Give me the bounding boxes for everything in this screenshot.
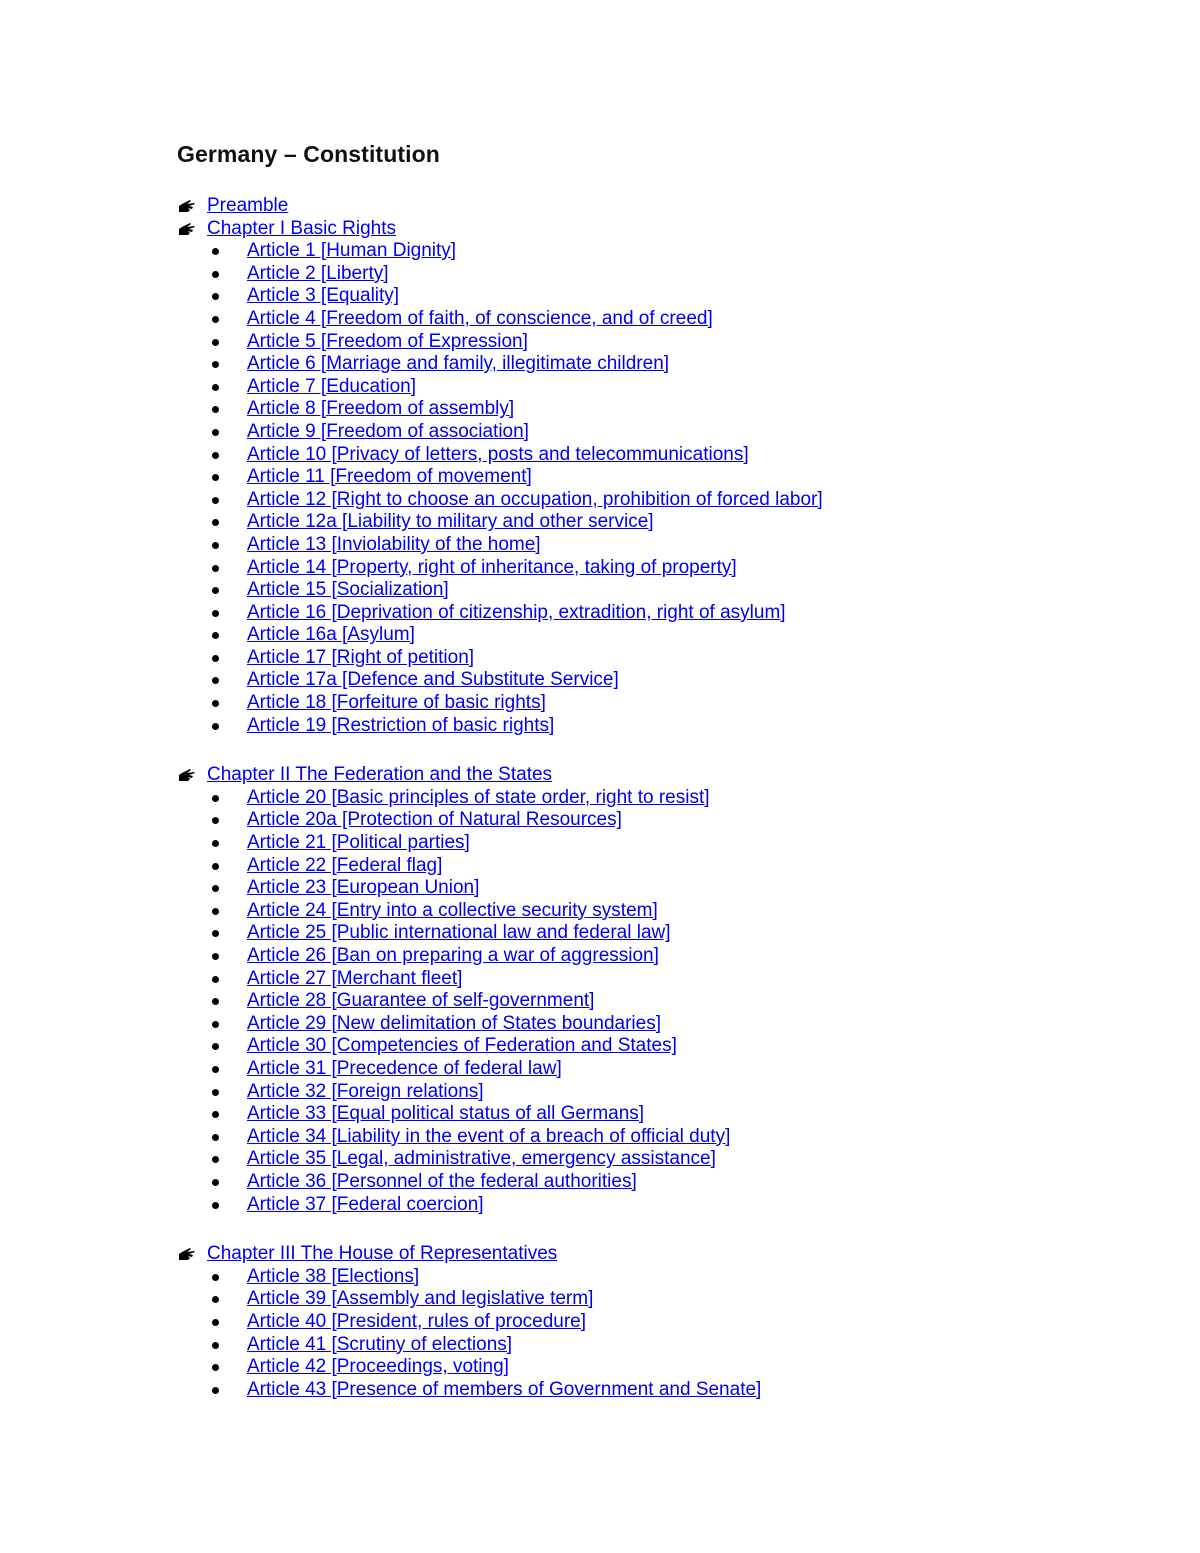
- article-link[interactable]: Article 3 [Equality]: [247, 285, 400, 307]
- list-item: [0, 444, 1200, 467]
- bullet-icon: [212, 542, 219, 549]
- bullet-icon: [212, 1066, 219, 1073]
- bullet-icon: [212, 1021, 219, 1028]
- bullet-icon: [212, 610, 219, 617]
- bullet-icon: [212, 474, 219, 481]
- bullet-icon: [212, 406, 219, 413]
- bullet-icon: [212, 248, 219, 255]
- list-item: [0, 900, 1200, 923]
- bullet-icon: [212, 1296, 219, 1303]
- article-link[interactable]: Article 40 [President, rules of procedure]: [247, 1310, 587, 1332]
- bullet-icon: [212, 271, 219, 278]
- chapter-row: [0, 218, 1200, 241]
- chapter-link[interactable]: Chapter III The House of Representatives: [207, 1243, 558, 1265]
- bullet-icon: [212, 361, 219, 368]
- list-item: [0, 557, 1200, 580]
- bullet-icon: [212, 1387, 219, 1394]
- article-link[interactable]: Article 11 [Freedom of movement]: [247, 466, 532, 488]
- article-link[interactable]: Article 32 [Foreign relations]: [247, 1080, 484, 1102]
- chapter-link[interactable]: Chapter I Basic Rights: [207, 217, 397, 239]
- article-link[interactable]: Article 17a [Defence and Substitute Service]: [247, 669, 619, 691]
- article-link[interactable]: Article 25 [Public international law and federal law]: [247, 922, 671, 944]
- pointing-hand-icon: [178, 199, 196, 213]
- bullet-icon: [212, 587, 219, 594]
- page-title: Germany – Constitution: [177, 141, 440, 167]
- bullet-icon: [212, 1319, 219, 1326]
- article-link[interactable]: Article 29 [New delimitation of States boundaries]: [247, 1012, 661, 1034]
- list-item: [0, 1266, 1200, 1289]
- article-link[interactable]: Article 26 [Ban on preparing a war of aggression]: [247, 945, 659, 966]
- list-item: [0, 1334, 1200, 1357]
- list-item: [0, 579, 1200, 602]
- bullet-icon: [212, 384, 219, 391]
- bullet-icon: [212, 655, 219, 662]
- list-item: [0, 1126, 1200, 1149]
- list-item: [0, 421, 1200, 444]
- article-link[interactable]: Article 14 [Property, right of inheritance, taking of property]: [247, 556, 737, 578]
- bullet-icon: [212, 998, 219, 1005]
- preamble-block: [0, 195, 1200, 737]
- list-item: [0, 855, 1200, 878]
- article-link[interactable]: Article 35 [Legal, administrative, emergency assistance]: [247, 1148, 716, 1170]
- preamble-row: [0, 195, 1200, 218]
- list-item: [0, 534, 1200, 557]
- article-link[interactable]: Article 18 [Forfeiture of basic rights]: [247, 692, 546, 714]
- bullet-icon: [212, 953, 219, 960]
- article-link[interactable]: Article 20 [Basic principles of state order, right to resist]: [247, 786, 710, 808]
- article-link[interactable]: Article 4 [Freedom of faith, of conscience, and of creed]: [247, 307, 713, 329]
- article-link[interactable]: Article 24 [Entry into a collective security system]: [247, 899, 658, 921]
- list-item: [0, 331, 1200, 354]
- chapter-block: [0, 1243, 1200, 1401]
- bullet-icon: [212, 1134, 219, 1141]
- bullet-icon: [212, 316, 219, 323]
- chapter-row: [0, 1243, 1200, 1266]
- article-link[interactable]: Article 38 [Elections]: [247, 1265, 420, 1287]
- bullet-icon: [212, 1274, 219, 1281]
- bullet-icon: [212, 1342, 219, 1349]
- bullet-icon: [212, 452, 219, 459]
- pointing-hand-icon: [178, 222, 196, 236]
- article-link[interactable]: Article 20a [Protection of Natural Resources]: [247, 809, 622, 831]
- bullet-icon: [212, 429, 219, 436]
- list-item: [0, 1194, 1200, 1217]
- list-item: [0, 1356, 1200, 1379]
- list-item: [0, 647, 1200, 670]
- list-item: [0, 1148, 1200, 1171]
- article-link[interactable]: Article 30 [Competencies of Federation and States]: [247, 1035, 677, 1057]
- list-item: [0, 1311, 1200, 1334]
- list-item: [0, 1013, 1200, 1036]
- bullet-icon: [212, 497, 219, 504]
- bullet-icon: [212, 339, 219, 346]
- list-item: [0, 1058, 1200, 1081]
- article-link[interactable]: Article 43 [Presence of members of Government and Senate]: [247, 1378, 762, 1400]
- article-link[interactable]: Article 16 [Deprivation of citizenship, extradition, right of asylum]: [247, 601, 786, 623]
- list-item: [0, 1035, 1200, 1058]
- bullet-icon: [212, 519, 219, 526]
- article-link[interactable]: Article 22 [Federal flag]: [247, 854, 443, 876]
- list-item: [0, 922, 1200, 945]
- list-item: [0, 669, 1200, 692]
- list-item: [0, 285, 1200, 308]
- chapter-row: [0, 764, 1200, 787]
- article-link[interactable]: Article 34 [Liability in the event of a breach of official duty]: [247, 1125, 731, 1147]
- bullet-icon: [212, 1089, 219, 1096]
- article-link[interactable]: Article 12 [Right to choose an occupation, prohibition of forced labor]: [247, 488, 823, 510]
- article-link[interactable]: Article 12a [Liability to military and other service]: [247, 511, 654, 533]
- list-item: [0, 353, 1200, 376]
- article-link[interactable]: Article 39 [Assembly and legislative term]: [247, 1288, 594, 1310]
- article-link[interactable]: Article 9 [Freedom of association]: [247, 420, 529, 442]
- list-item: [0, 832, 1200, 855]
- article-link[interactable]: Article 8 [Freedom of assembly]: [247, 398, 515, 420]
- article-link[interactable]: Article 23 [European Union]: [247, 877, 480, 899]
- chapter-block: [0, 764, 1200, 1216]
- list-item: [0, 1103, 1200, 1126]
- bullet-icon: [212, 677, 219, 684]
- list-item: [0, 1081, 1200, 1104]
- bullet-icon: [212, 1156, 219, 1163]
- article-link[interactable]: Article 33 [Equal political status of all Germans]: [247, 1103, 645, 1125]
- article-link[interactable]: Article 1 [Human Dignity]: [247, 240, 457, 262]
- list-item: [0, 376, 1200, 399]
- article-link[interactable]: Article 2 [Liberty]: [247, 262, 389, 284]
- bullet-icon: [212, 1111, 219, 1118]
- bullet-icon: [212, 565, 219, 572]
- list-item: [0, 990, 1200, 1013]
- article-link[interactable]: Article 6 [Marriage and family, illegitimate children]: [247, 353, 670, 375]
- chapter-link[interactable]: Chapter II The Federation and the States: [207, 764, 553, 786]
- bullet-icon: [212, 863, 219, 870]
- article-link[interactable]: Article 27 [Merchant fleet]: [247, 967, 463, 989]
- list-item: [0, 624, 1200, 647]
- article-link[interactable]: Article 37 [Federal coercion]: [247, 1193, 484, 1215]
- bullet-icon: [212, 885, 219, 892]
- article-link[interactable]: Article 21 [Political parties]: [247, 832, 470, 854]
- bullet-icon: [212, 1179, 219, 1186]
- list-item: [0, 240, 1200, 263]
- article-link[interactable]: Article 7 [Education]: [247, 375, 416, 397]
- list-item: [0, 945, 1200, 968]
- table-of-contents: [0, 195, 1200, 1401]
- bullet-icon: [212, 293, 219, 300]
- article-link[interactable]: Article 5 [Freedom of Expression]: [247, 330, 528, 352]
- pointing-hand-icon: [178, 1247, 196, 1261]
- list-item: [0, 602, 1200, 625]
- article-link[interactable]: Article 41 [Scrutiny of elections]: [247, 1333, 513, 1355]
- article-link[interactable]: Article 13 [Inviolability of the home]: [247, 533, 541, 555]
- article-link[interactable]: Article 15 [Socialization]: [247, 579, 449, 601]
- list-item: [0, 398, 1200, 421]
- list-item: [0, 715, 1200, 738]
- article-link[interactable]: Article 10 [Privacy of letters, posts and telecommunications]: [247, 443, 749, 465]
- list-item: [0, 787, 1200, 810]
- bullet-icon: [212, 700, 219, 707]
- list-item: [0, 489, 1200, 512]
- bullet-icon: [212, 930, 219, 937]
- list-item: [0, 968, 1200, 991]
- pointing-hand-icon: [178, 768, 196, 782]
- list-item: [0, 466, 1200, 489]
- article-link[interactable]: Article 16a [Asylum]: [247, 624, 415, 646]
- article-link[interactable]: Article 31 [Precedence of federal law]: [247, 1057, 562, 1079]
- bullet-icon: [212, 1202, 219, 1209]
- bullet-icon: [212, 632, 219, 639]
- bullet-icon: [212, 908, 219, 915]
- bullet-icon: [212, 1043, 219, 1050]
- article-link[interactable]: Article 19 [Restriction of basic rights]: [247, 714, 555, 736]
- bullet-icon: [212, 840, 219, 847]
- list-item: [0, 511, 1200, 534]
- bullet-icon: [212, 976, 219, 983]
- article-link[interactable]: Article 36 [Personnel of the federal authorities]: [247, 1170, 637, 1192]
- bullet-icon: [212, 723, 219, 730]
- list-item: [0, 263, 1200, 286]
- list-item: [0, 1288, 1200, 1311]
- bullet-icon: [212, 1364, 219, 1371]
- list-item: [0, 692, 1200, 715]
- article-link[interactable]: Article 42 [Proceedings, voting]: [247, 1356, 509, 1378]
- list-item: [0, 809, 1200, 832]
- bullet-icon: [212, 795, 219, 802]
- list-item: [0, 1171, 1200, 1194]
- list-item: [0, 1379, 1200, 1402]
- article-link[interactable]: Article 28 [Guarantee of self-government]: [247, 990, 595, 1012]
- list-item: [0, 877, 1200, 900]
- article-link[interactable]: Article 17 [Right of petition]: [247, 646, 475, 668]
- bullet-icon: [212, 817, 219, 824]
- list-item: [0, 308, 1200, 331]
- preamble-link[interactable]: Preamble: [207, 195, 289, 216]
